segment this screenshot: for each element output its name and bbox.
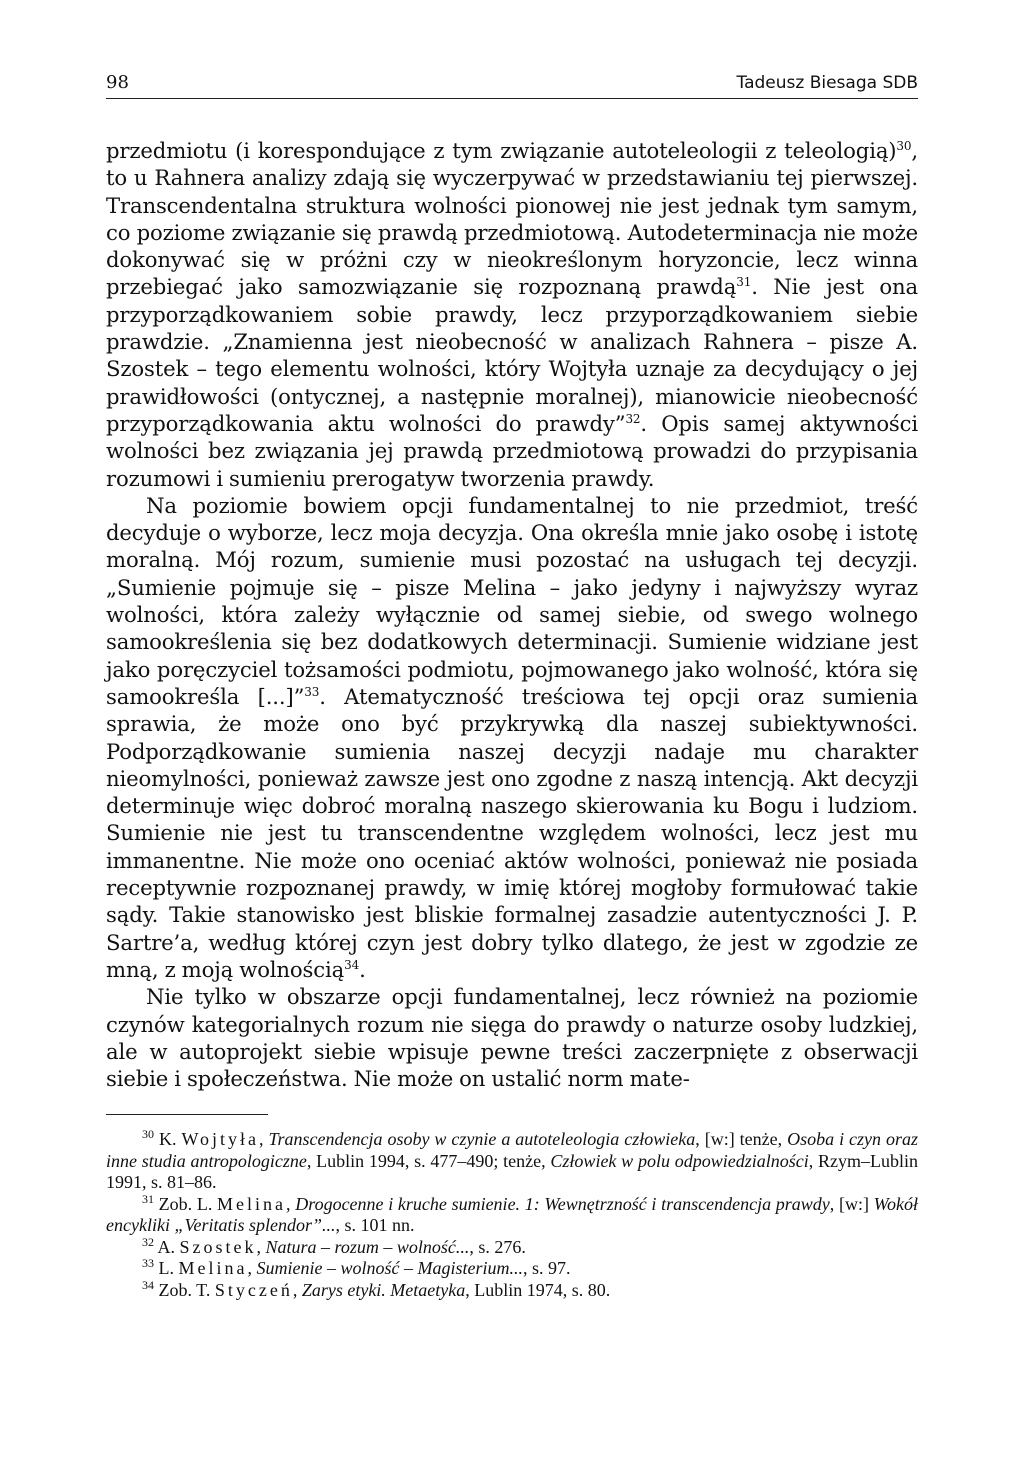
text-run: Na poziomie bowiem opcji fundamentalnej to nie przedmiot, treść decyduje o wyborze, lecz moja decyzja. Ona określa mnie jako osobę i istotę moralną. Mój rozum, sumienie musi pozostać na usługach tej decyzji. „Sumienie pojmuje się – pisze Melina – jako jedyny i najwyższy wyraz wolności, która zależy wyłącznie od samej siebie, od swego wolnego samookreślenia się bez dodatkowych determinacji. Sumienie widziane jest jako poręczyciel tożsamości podmiotu, pojmowanego jako wolność, która się samookreśla [...]”: [106, 492, 918, 709]
footnote-title: Osoba i czyn oraz inne studia antropologiczne: [106, 1129, 919, 1171]
text-run: przedmiotu (i korespondujące z tym związanie autoteleologii z teleologią): [106, 138, 897, 163]
footnote-number: 32: [142, 1234, 154, 1249]
text-run: , to u Rahnera analizy zdają się wyczerpywać w przedstawianiu tej pierwszej. Transcendentalna struktura wolności pionowej nie jest jednak tym samym, co poziome związanie się prawdą przedmiotową. Autodeterminacja nie może dokonywać się w próżni czy w nieokreślonym horyzoncie, lecz winna przebiegać jako samozwiązanie się rozpoznaną prawdą: [106, 138, 918, 300]
footnote-text: ,: [292, 1279, 302, 1300]
footnote-text: ,: [286, 1193, 296, 1214]
footnote-number: 34: [142, 1277, 154, 1292]
footnote-ref-30: 30: [896, 138, 912, 153]
footnote-author: Melina: [178, 1258, 248, 1279]
footnote-number: 31: [142, 1191, 154, 1206]
footnote-author: Melina: [217, 1193, 287, 1214]
running-head: [106, 70, 918, 99]
footnote-text: ,: [256, 1236, 266, 1257]
footnote-author: Szostek: [179, 1236, 257, 1257]
footnote-text: , [w:] tenże,: [695, 1129, 788, 1150]
footnote-title: Natura – rozum – wolność...: [265, 1236, 470, 1257]
text-run: . Atematyczność treściowa tej opcji oraz sumienia sprawia, że może ono być przykrywką dla naszej subiektywności. Podporządkowanie sumienia naszej decyzji nadaje mu charakter nieomylności, ponieważ zawsze jest ono zgodne z naszą intencją. Akt decyzji determinuje więc dobroć moralną naszego skierowania ku Bogu i ludziom. Sumienie nie jest tu transcendentne względem wolności, lecz jest mu immanentne. Nie może ono oceniać aktów wolności, ponieważ nie posiada receptywnie rozpoznanej prawdy, w imię której mogłoby formułować takie sądy. Takie stanowisko jest bliskie formalnej zasadzie autentyczności J. P. Sartre’a, według której czyn jest dobry tylko dlatego, że jest w zgodzie ze mną, z moją wolnością: [106, 683, 918, 982]
footnote-text: L.: [154, 1258, 179, 1279]
text-run: . Nie jest ona przyporządkowaniem sobie prawdy, lecz przyporządkowaniem siebie prawdzie. „Znamienna jest nieobecność w analizach Rahnera – pisze A. Szostek – tego elementu wolności, który Wojtyła uznaje za decydujący o jej prawidłowości (ontycznej, a następnie moralnej), mianowicie nieobecność przyporządkowania aktu wolności do prawdy”: [106, 274, 918, 436]
footnote-text: , Lublin 1994, s. 477–490; tenże,: [306, 1150, 551, 1171]
footnote-31: [106, 1191, 918, 1237]
footnote-number: 33: [142, 1256, 154, 1271]
footnote-title: Zarys etyki. Metaetyka: [301, 1279, 466, 1300]
footnote-ref-32: 32: [625, 411, 641, 426]
footnote-text: , Lublin 1974, s. 80.: [465, 1279, 611, 1300]
footnote-text: A.: [154, 1236, 180, 1257]
page: [106, 70, 918, 1301]
footnote-34: [106, 1277, 918, 1302]
footnote-title: Człowiek w polu odpowiedzialności: [550, 1150, 809, 1171]
text-run: .: [359, 956, 366, 982]
body-text: [106, 137, 918, 1092]
text-run: . Opis samej aktywności wolności bez związania jej prawdą przedmiotową prowadzi do przypisania rozumowi i sumieniu prerogatyw tworzenia prawdy.: [106, 410, 918, 491]
running-head-author: Tadeusz Biesaga SDB: [736, 73, 918, 93]
footnote-text: ,: [259, 1129, 269, 1150]
footnote-author: Wojtyła: [181, 1129, 259, 1150]
footnote-text: , s. 276.: [469, 1236, 526, 1257]
footnote-title: Sumienie – wolność – Magisterium...: [256, 1258, 523, 1279]
paragraph: [106, 983, 918, 1092]
footnote-30: [106, 1129, 918, 1194]
footnote-divider: [106, 1114, 268, 1115]
paragraph: [106, 137, 918, 492]
footnote-ref-34: 34: [344, 957, 360, 972]
footnote-text: , [w:]: [829, 1193, 874, 1214]
footnote-text: Zob. T.: [154, 1279, 215, 1300]
footnote-author: Styczeń: [214, 1279, 293, 1300]
text-run: Nie tylko w obszarze opcji fundamentalnej, lecz również na poziomie czynów kategorialnych rozum nie sięga do prawdy o naturze osoby ludzkiej, ale w autoprojekt siebie wpisuje pewne treści zaczerpnięte z obserwacji siebie i społeczeństwa. Nie może on ustalić norm mate-: [106, 984, 918, 1092]
footnote-title: Wokół encykliki „Veritatis splendor”...: [106, 1193, 918, 1236]
page-number: 98: [106, 72, 129, 93]
footnote-number: 30: [142, 1127, 154, 1142]
footnote-text: , s. 97.: [522, 1258, 571, 1279]
footnote-title: Drogocenne i kruche sumienie. 1: Wewnętrzność i transcendencja prawdy: [295, 1193, 830, 1214]
footnote-title: Transcendencja osoby w czynie a autoteleologia człowieka: [268, 1129, 696, 1150]
footnote-text: Zob. L.: [154, 1193, 218, 1214]
footnote-text: ,: [247, 1258, 257, 1279]
footnotes: [106, 1129, 918, 1301]
paragraph: [106, 492, 918, 983]
footnote-text: K.: [154, 1129, 182, 1150]
footnote-ref-33: 33: [304, 684, 320, 699]
footnote-text: , s. 101 nn.: [335, 1215, 415, 1236]
footnote-text: , Rzym–Lublin 1991, s. 81–86.: [106, 1150, 918, 1193]
footnote-32: [106, 1234, 918, 1259]
footnote-33: [106, 1258, 918, 1280]
footnote-ref-31: 31: [736, 275, 752, 290]
